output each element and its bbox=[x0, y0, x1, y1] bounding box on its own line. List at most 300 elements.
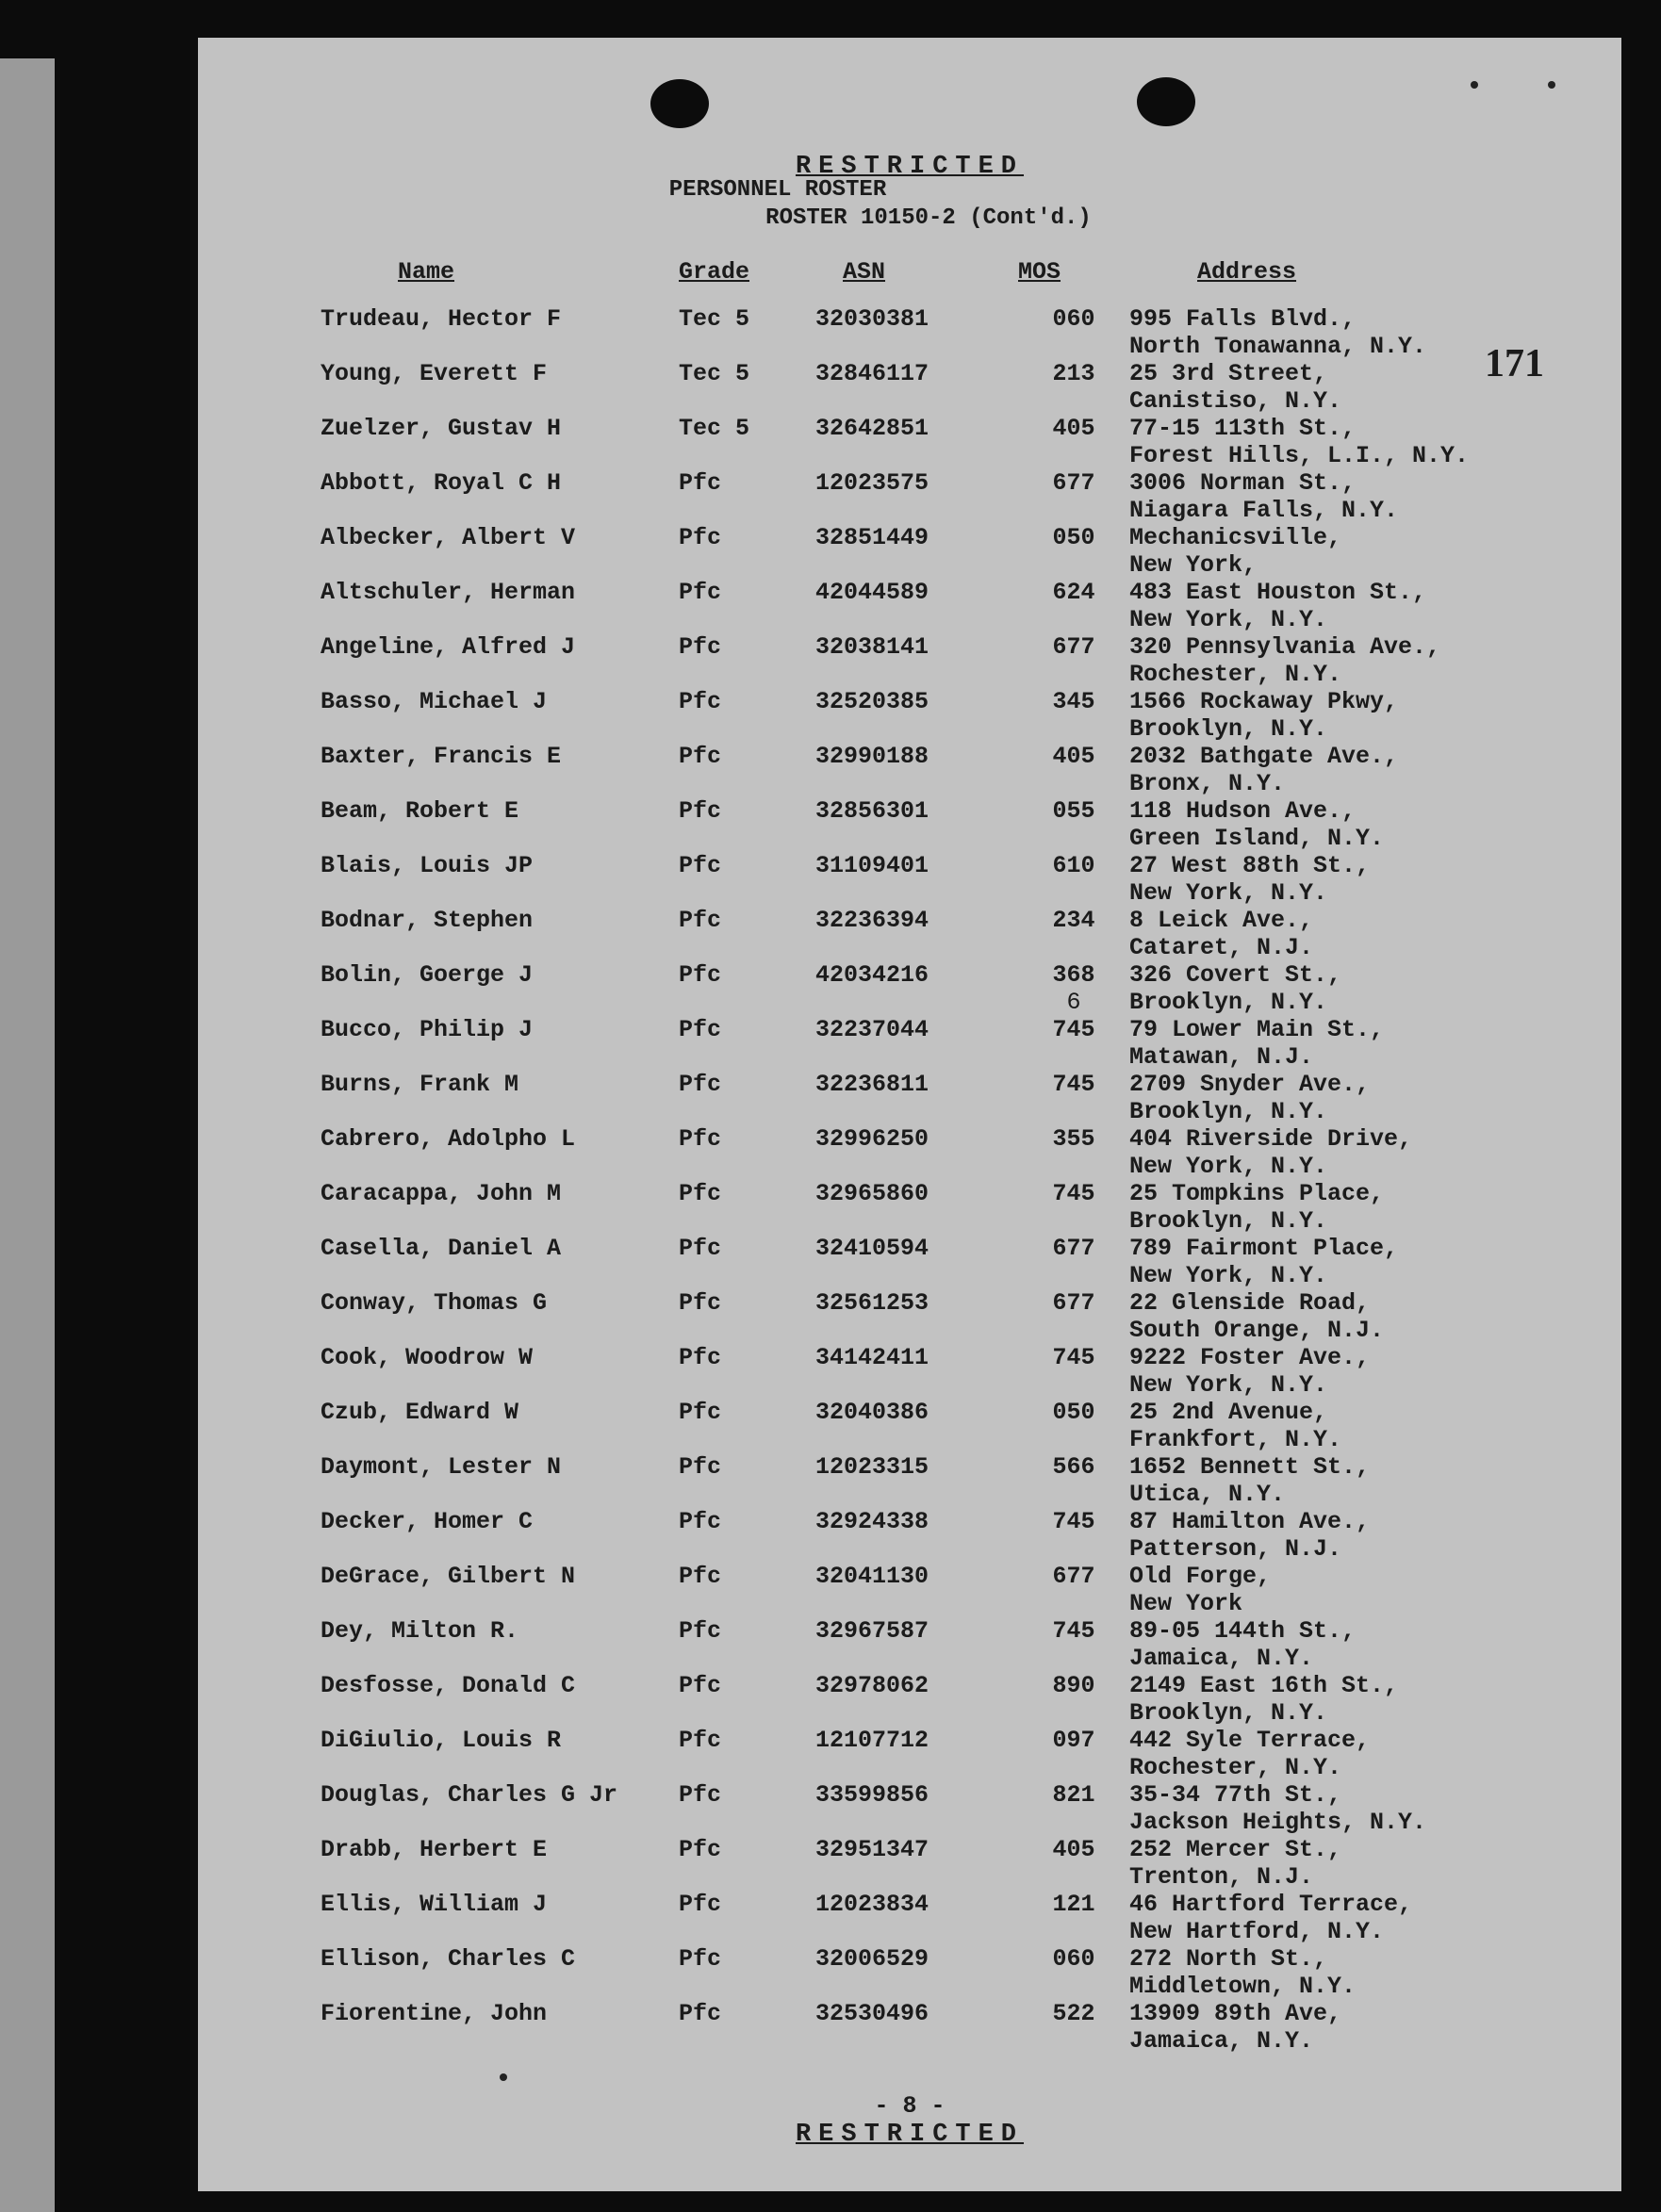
mos-code: 368 bbox=[1052, 961, 1095, 989]
table-row bbox=[321, 907, 1554, 961]
grade-cell: Pfc bbox=[679, 2000, 722, 2027]
address-line-1: 35-34 77th St., bbox=[1129, 1781, 1342, 1809]
address-line-1: 89-05 144th St., bbox=[1129, 1617, 1357, 1645]
grade-cell: Pfc bbox=[679, 579, 722, 606]
table-row bbox=[321, 1945, 1554, 2000]
grade-cell: Pfc bbox=[679, 1453, 722, 1481]
mos-code: 060 bbox=[1052, 305, 1095, 333]
grade-cell: Pfc bbox=[679, 743, 722, 770]
mos-code: 050 bbox=[1052, 1399, 1095, 1426]
table-row bbox=[321, 1016, 1554, 1071]
table-row bbox=[321, 1617, 1554, 1672]
mos-code: 677 bbox=[1052, 1289, 1095, 1317]
address-line-2: New York, N.Y. bbox=[1129, 606, 1328, 633]
address-cell bbox=[1129, 1891, 1554, 1945]
mos-cell bbox=[1018, 1235, 1129, 1289]
asn-cell: 32990188 bbox=[815, 743, 929, 770]
mos-cell bbox=[1018, 633, 1129, 688]
person-name: Young, Everett F bbox=[321, 360, 548, 387]
address-line-1: Mechanicsville, bbox=[1129, 524, 1342, 551]
mos-code: 055 bbox=[1052, 797, 1095, 825]
mos-cell bbox=[1018, 1891, 1129, 1945]
address-line-2: Brooklyn, N.Y. bbox=[1129, 1699, 1328, 1727]
address-line-1: 272 North St., bbox=[1129, 1945, 1328, 1973]
person-name: Cabrero, Adolpho L bbox=[321, 1125, 576, 1153]
address-line-2: New York, N.Y. bbox=[1129, 879, 1328, 907]
header-title: PERSONNEL ROSTER bbox=[668, 177, 887, 203]
address-line-2: Middletown, N.Y. bbox=[1129, 1973, 1357, 2000]
person-name: Blais, Louis JP bbox=[321, 852, 534, 879]
footer-classification: RESTRICTED bbox=[795, 2121, 1025, 2149]
person-name: Angeline, Alfred J bbox=[321, 633, 576, 661]
table-row bbox=[321, 1672, 1554, 1727]
asn-cell: 32967587 bbox=[815, 1617, 929, 1645]
address-line-1: 442 Syle Terrace, bbox=[1129, 1727, 1371, 1754]
person-name: Desfosse, Donald C bbox=[321, 1672, 576, 1699]
grade-cell: Pfc bbox=[679, 907, 722, 934]
address-cell bbox=[1129, 1399, 1554, 1453]
address-cell bbox=[1129, 961, 1554, 1016]
address-line-2: South Orange, N.J. bbox=[1129, 1317, 1385, 1344]
table-row bbox=[321, 1781, 1554, 1836]
address-line-2: Canistiso, N.Y. bbox=[1129, 387, 1342, 415]
address-cell bbox=[1129, 1945, 1554, 2000]
mos-cell bbox=[1018, 1727, 1129, 1781]
address-cell bbox=[1129, 1508, 1554, 1563]
speck bbox=[1548, 81, 1555, 89]
person-name: Altschuler, Herman bbox=[321, 579, 576, 606]
address-cell bbox=[1129, 1781, 1554, 1836]
asn-cell: 32851449 bbox=[815, 524, 929, 551]
address-line-1: 79 Lower Main St., bbox=[1129, 1016, 1385, 1043]
asn-cell: 32237044 bbox=[815, 1016, 929, 1043]
asn-cell: 32846117 bbox=[815, 360, 929, 387]
mos-code: 821 bbox=[1052, 1781, 1095, 1809]
address-line-1: 3006 Norman St., bbox=[1129, 469, 1357, 497]
address-line-1: 25 3rd Street, bbox=[1129, 360, 1328, 387]
film-edge-strip bbox=[0, 58, 55, 2212]
address-line-2: Bronx, N.Y. bbox=[1129, 770, 1286, 797]
mos-code: 121 bbox=[1052, 1891, 1095, 1918]
mos-code: 234 bbox=[1052, 907, 1095, 934]
column-header-asn: ASN bbox=[843, 258, 886, 286]
mos-cell bbox=[1018, 579, 1129, 633]
person-name: Dey, Milton R. bbox=[321, 1617, 519, 1645]
mos-cell bbox=[1018, 305, 1129, 360]
address-line-2: New York, N.Y. bbox=[1129, 1153, 1328, 1180]
asn-cell: 32520385 bbox=[815, 688, 929, 715]
address-line-1: 27 West 88th St., bbox=[1129, 852, 1371, 879]
mos-cell bbox=[1018, 469, 1129, 524]
page-marker: 171 bbox=[1485, 342, 1544, 385]
table-row bbox=[321, 360, 1554, 415]
mos-cell bbox=[1018, 743, 1129, 797]
grade-cell: Tec 5 bbox=[679, 360, 750, 387]
grade-cell: Pfc bbox=[679, 469, 722, 497]
address-line-2: Forest Hills, L.I., N.Y. bbox=[1129, 442, 1470, 469]
asn-cell: 32236394 bbox=[815, 907, 929, 934]
address-line-1: 2149 East 16th St., bbox=[1129, 1672, 1399, 1699]
mos-cell bbox=[1018, 2000, 1129, 2055]
grade-cell: Pfc bbox=[679, 1563, 722, 1590]
mos-code: 745 bbox=[1052, 1617, 1095, 1645]
address-line-2: Cataret, N.J. bbox=[1129, 934, 1314, 961]
table-row bbox=[321, 743, 1554, 797]
grade-cell: Pfc bbox=[679, 1836, 722, 1863]
mos-code: 097 bbox=[1052, 1727, 1095, 1754]
mos-cell bbox=[1018, 1016, 1129, 1071]
asn-cell: 32924338 bbox=[815, 1508, 929, 1535]
mos-cell bbox=[1018, 1180, 1129, 1235]
address-line-1: 995 Falls Blvd., bbox=[1129, 305, 1357, 333]
mos-code: 405 bbox=[1052, 1836, 1095, 1863]
grade-cell: Pfc bbox=[679, 1289, 722, 1317]
grade-cell: Pfc bbox=[679, 1891, 722, 1918]
mos-cell bbox=[1018, 1344, 1129, 1399]
asn-cell: 32041130 bbox=[815, 1563, 929, 1590]
grade-cell: Pfc bbox=[679, 1125, 722, 1153]
speck bbox=[500, 2073, 507, 2081]
grade-cell: Pfc bbox=[679, 1508, 722, 1535]
table-row bbox=[321, 2000, 1554, 2055]
person-name: Drabb, Herbert E bbox=[321, 1836, 548, 1863]
person-name: DiGiulio, Louis R bbox=[321, 1727, 562, 1754]
asn-cell: 12107712 bbox=[815, 1727, 929, 1754]
person-name: Ellison, Charles C bbox=[321, 1945, 576, 1973]
mos-cell bbox=[1018, 961, 1129, 1016]
asn-cell: 33599856 bbox=[815, 1781, 929, 1809]
asn-cell: 32965860 bbox=[815, 1180, 929, 1207]
grade-cell: Pfc bbox=[679, 1727, 722, 1754]
speck bbox=[1471, 81, 1478, 89]
mos-code: 890 bbox=[1052, 1672, 1095, 1699]
address-line-1: 8 Leick Ave., bbox=[1129, 907, 1314, 934]
person-name: Fiorentine, John bbox=[321, 2000, 548, 2027]
address-line-1: 22 Glenside Road, bbox=[1129, 1289, 1371, 1317]
person-name: Decker, Homer C bbox=[321, 1508, 534, 1535]
address-cell bbox=[1129, 1125, 1554, 1180]
grade-cell: Pfc bbox=[679, 1016, 722, 1043]
mos-cell bbox=[1018, 524, 1129, 579]
grade-cell: Pfc bbox=[679, 524, 722, 551]
table-row bbox=[321, 633, 1554, 688]
address-line-1: 13909 89th Ave, bbox=[1129, 2000, 1342, 2027]
person-name: Douglas, Charles G Jr bbox=[321, 1781, 618, 1809]
address-line-2: New York bbox=[1129, 1590, 1243, 1617]
address-cell bbox=[1129, 1453, 1554, 1508]
address-line-1: 25 2nd Avenue, bbox=[1129, 1399, 1328, 1426]
address-cell bbox=[1129, 1836, 1554, 1891]
asn-cell: 31109401 bbox=[815, 852, 929, 879]
table-row bbox=[321, 1399, 1554, 1453]
table-row bbox=[321, 1180, 1554, 1235]
address-line-1: 404 Riverside Drive, bbox=[1129, 1125, 1413, 1153]
address-cell bbox=[1129, 1289, 1554, 1344]
address-line-2: Rochester, N.Y. bbox=[1129, 661, 1342, 688]
mos-code: 745 bbox=[1052, 1071, 1095, 1098]
address-line-2: New York, N.Y. bbox=[1129, 1262, 1328, 1289]
address-cell bbox=[1129, 1071, 1554, 1125]
mos-code: 610 bbox=[1052, 852, 1095, 879]
mos-cell bbox=[1018, 688, 1129, 743]
address-line-1: 326 Covert St., bbox=[1129, 961, 1342, 989]
asn-cell: 42044589 bbox=[815, 579, 929, 606]
address-cell bbox=[1129, 852, 1554, 907]
mos-cell bbox=[1018, 1617, 1129, 1672]
mos-code: 213 bbox=[1052, 360, 1095, 387]
address-line-2: Jamaica, N.Y. bbox=[1129, 2027, 1314, 2055]
address-cell bbox=[1129, 579, 1554, 633]
address-cell bbox=[1129, 524, 1554, 579]
asn-cell: 32978062 bbox=[815, 1672, 929, 1699]
address-line-1: Old Forge, bbox=[1129, 1563, 1272, 1590]
mos-code: 522 bbox=[1052, 2000, 1095, 2027]
grade-cell: Pfc bbox=[679, 1344, 722, 1371]
address-line-2: Brooklyn, N.Y. bbox=[1129, 1207, 1328, 1235]
mos-cell bbox=[1018, 1125, 1129, 1180]
mos-cell bbox=[1018, 415, 1129, 469]
table-row bbox=[321, 1071, 1554, 1125]
table-row bbox=[321, 415, 1554, 469]
address-cell bbox=[1129, 797, 1554, 852]
person-name: Daymont, Lester N bbox=[321, 1453, 562, 1481]
address-line-2: Patterson, N.J. bbox=[1129, 1535, 1342, 1563]
table-row bbox=[321, 852, 1554, 907]
address-line-1: 789 Fairmont Place, bbox=[1129, 1235, 1399, 1262]
address-line-2: Frankfort, N.Y. bbox=[1129, 1426, 1342, 1453]
address-cell bbox=[1129, 1563, 1554, 1617]
person-name: Casella, Daniel A bbox=[321, 1235, 562, 1262]
person-name: Bodnar, Stephen bbox=[321, 907, 534, 934]
table-row bbox=[321, 1344, 1554, 1399]
address-cell bbox=[1129, 305, 1554, 360]
asn-cell: 12023315 bbox=[815, 1453, 929, 1481]
mos-code: 677 bbox=[1052, 469, 1095, 497]
person-name: Trudeau, Hector F bbox=[321, 305, 562, 333]
table-row bbox=[321, 1235, 1554, 1289]
address-line-1: 2709 Snyder Ave., bbox=[1129, 1071, 1371, 1098]
table-row bbox=[321, 469, 1554, 524]
asn-cell: 42034216 bbox=[815, 961, 929, 989]
address-line-2: New York, N.Y. bbox=[1129, 1371, 1328, 1399]
address-cell bbox=[1129, 2000, 1554, 2055]
mos-code: 745 bbox=[1052, 1016, 1095, 1043]
asn-cell: 32951347 bbox=[815, 1836, 929, 1863]
address-line-1: 483 East Houston St., bbox=[1129, 579, 1427, 606]
address-line-1: 118 Hudson Ave., bbox=[1129, 797, 1357, 825]
person-name: DeGrace, Gilbert N bbox=[321, 1563, 576, 1590]
grade-cell: Tec 5 bbox=[679, 415, 750, 442]
address-line-2: Brooklyn, N.Y. bbox=[1129, 715, 1328, 743]
address-cell bbox=[1129, 1016, 1554, 1071]
mos-code: 405 bbox=[1052, 415, 1095, 442]
header-roster-number: ROSTER 10150-2 (Cont'd.) bbox=[765, 205, 1092, 231]
column-header-grade: Grade bbox=[679, 258, 750, 286]
table-row bbox=[321, 305, 1554, 360]
mos-code: 405 bbox=[1052, 743, 1095, 770]
address-line-2: Brooklyn, N.Y. bbox=[1129, 989, 1328, 1016]
asn-cell: 32530496 bbox=[815, 2000, 929, 2027]
address-line-2: Jackson Heights, N.Y. bbox=[1129, 1809, 1427, 1836]
asn-cell: 32236811 bbox=[815, 1071, 929, 1098]
person-name: Bucco, Philip J bbox=[321, 1016, 534, 1043]
mos-cell bbox=[1018, 852, 1129, 907]
person-name: Zuelzer, Gustav H bbox=[321, 415, 562, 442]
mos-code: 677 bbox=[1052, 1235, 1095, 1262]
address-line-2: New Hartford, N.Y. bbox=[1129, 1918, 1385, 1945]
address-cell bbox=[1129, 1727, 1554, 1781]
punch-hole bbox=[650, 79, 709, 128]
mos-code: 566 bbox=[1052, 1453, 1095, 1481]
address-line-2: New York, bbox=[1129, 551, 1258, 579]
address-line-1: 46 Hartford Terrace, bbox=[1129, 1891, 1413, 1918]
person-name: Conway, Thomas G bbox=[321, 1289, 548, 1317]
header-classification: RESTRICTED bbox=[795, 153, 1025, 181]
mos-code: 677 bbox=[1052, 633, 1095, 661]
grade-cell: Pfc bbox=[679, 1071, 722, 1098]
asn-cell: 32038141 bbox=[815, 633, 929, 661]
table-row bbox=[321, 524, 1554, 579]
person-name: Cook, Woodrow W bbox=[321, 1344, 534, 1371]
address-cell bbox=[1129, 633, 1554, 688]
address-cell bbox=[1129, 1180, 1554, 1235]
mos-cell bbox=[1018, 1399, 1129, 1453]
mos-cell bbox=[1018, 797, 1129, 852]
asn-cell: 12023575 bbox=[815, 469, 929, 497]
asn-cell: 12023834 bbox=[815, 1891, 929, 1918]
table-row bbox=[321, 1453, 1554, 1508]
table-row bbox=[321, 579, 1554, 633]
address-line-2: Green Island, N.Y. bbox=[1129, 825, 1385, 852]
address-line-1: 9222 Foster Ave., bbox=[1129, 1344, 1371, 1371]
person-name: Czub, Edward W bbox=[321, 1399, 519, 1426]
asn-cell: 32410594 bbox=[815, 1235, 929, 1262]
mos-cell bbox=[1018, 907, 1129, 961]
column-header-name: Name bbox=[398, 258, 455, 286]
address-cell bbox=[1129, 688, 1554, 743]
mos-annotation: 6 bbox=[1066, 989, 1081, 1016]
person-name: Caracappa, John M bbox=[321, 1180, 562, 1207]
address-line-1: 1652 Bennett St., bbox=[1129, 1453, 1371, 1481]
grade-cell: Pfc bbox=[679, 688, 722, 715]
footer-page-number: - 8 - bbox=[874, 2092, 946, 2120]
person-name: Abbott, Royal C H bbox=[321, 469, 562, 497]
mos-code: 745 bbox=[1052, 1508, 1095, 1535]
person-name: Bolin, Goerge J bbox=[321, 961, 534, 989]
address-line-2: Brooklyn, N.Y. bbox=[1129, 1098, 1328, 1125]
mos-cell bbox=[1018, 1508, 1129, 1563]
table-row bbox=[321, 1563, 1554, 1617]
mos-code: 677 bbox=[1052, 1563, 1095, 1590]
grade-cell: Pfc bbox=[679, 633, 722, 661]
address-line-2: Niagara Falls, N.Y. bbox=[1129, 497, 1399, 524]
address-line-2: North Tonawanna, N.Y. bbox=[1129, 333, 1427, 360]
mos-code: 745 bbox=[1052, 1344, 1095, 1371]
address-cell bbox=[1129, 1235, 1554, 1289]
grade-cell: Pfc bbox=[679, 961, 722, 989]
grade-cell: Pfc bbox=[679, 1180, 722, 1207]
address-cell bbox=[1129, 1344, 1554, 1399]
address-line-1: 320 Pennsylvania Ave., bbox=[1129, 633, 1441, 661]
table-row bbox=[321, 1125, 1554, 1180]
address-cell bbox=[1129, 360, 1554, 415]
person-name: Ellis, William J bbox=[321, 1891, 548, 1918]
mos-code: 745 bbox=[1052, 1180, 1095, 1207]
asn-cell: 32642851 bbox=[815, 415, 929, 442]
grade-cell: Pfc bbox=[679, 1235, 722, 1262]
asn-cell: 32040386 bbox=[815, 1399, 929, 1426]
asn-cell: 32030381 bbox=[815, 305, 929, 333]
table-row bbox=[321, 1727, 1554, 1781]
mos-cell bbox=[1018, 1563, 1129, 1617]
punch-hole bbox=[1137, 77, 1195, 126]
grade-cell: Pfc bbox=[679, 1945, 722, 1973]
grade-cell: Pfc bbox=[679, 1781, 722, 1809]
asn-cell: 34142411 bbox=[815, 1344, 929, 1371]
mos-code: 050 bbox=[1052, 524, 1095, 551]
roster-table bbox=[321, 305, 1554, 2055]
address-cell bbox=[1129, 1672, 1554, 1727]
mos-cell bbox=[1018, 1453, 1129, 1508]
address-line-1: 252 Mercer St., bbox=[1129, 1836, 1342, 1863]
table-row bbox=[321, 1891, 1554, 1945]
table-row bbox=[321, 797, 1554, 852]
address-cell bbox=[1129, 907, 1554, 961]
mos-cell bbox=[1018, 360, 1129, 415]
mos-code: 355 bbox=[1052, 1125, 1095, 1153]
column-header-address: Address bbox=[1197, 258, 1297, 286]
table-row bbox=[321, 961, 1554, 1016]
mos-code: 060 bbox=[1052, 1945, 1095, 1973]
address-line-2: Jamaica, N.Y. bbox=[1129, 1645, 1314, 1672]
address-cell bbox=[1129, 415, 1554, 469]
grade-cell: Tec 5 bbox=[679, 305, 750, 333]
address-line-2: Matawan, N.J. bbox=[1129, 1043, 1314, 1071]
asn-cell: 32996250 bbox=[815, 1125, 929, 1153]
person-name: Albecker, Albert V bbox=[321, 524, 576, 551]
address-line-2: Utica, N.Y. bbox=[1129, 1481, 1286, 1508]
mos-cell bbox=[1018, 1672, 1129, 1727]
address-cell bbox=[1129, 1617, 1554, 1672]
grade-cell: Pfc bbox=[679, 1617, 722, 1645]
address-line-1: 87 Hamilton Ave., bbox=[1129, 1508, 1371, 1535]
table-row bbox=[321, 688, 1554, 743]
mos-code: 624 bbox=[1052, 579, 1095, 606]
grade-cell: Pfc bbox=[679, 1399, 722, 1426]
asn-cell: 32006529 bbox=[815, 1945, 929, 1973]
mos-cell bbox=[1018, 1289, 1129, 1344]
person-name: Beam, Robert E bbox=[321, 797, 519, 825]
grade-cell: Pfc bbox=[679, 797, 722, 825]
table-row bbox=[321, 1508, 1554, 1563]
asn-cell: 32561253 bbox=[815, 1289, 929, 1317]
address-line-1: 1566 Rockaway Pkwy, bbox=[1129, 688, 1399, 715]
mos-cell bbox=[1018, 1945, 1129, 2000]
address-line-2: Trenton, N.J. bbox=[1129, 1863, 1314, 1891]
grade-cell: Pfc bbox=[679, 1672, 722, 1699]
document-page bbox=[198, 38, 1621, 2191]
person-name: Burns, Frank M bbox=[321, 1071, 519, 1098]
address-line-2: Rochester, N.Y. bbox=[1129, 1754, 1342, 1781]
table-row bbox=[321, 1836, 1554, 1891]
asn-cell: 32856301 bbox=[815, 797, 929, 825]
mos-cell bbox=[1018, 1071, 1129, 1125]
table-row bbox=[321, 1289, 1554, 1344]
mos-cell bbox=[1018, 1781, 1129, 1836]
grade-cell: Pfc bbox=[679, 852, 722, 879]
address-line-1: 77-15 113th St., bbox=[1129, 415, 1357, 442]
person-name: Baxter, Francis E bbox=[321, 743, 562, 770]
